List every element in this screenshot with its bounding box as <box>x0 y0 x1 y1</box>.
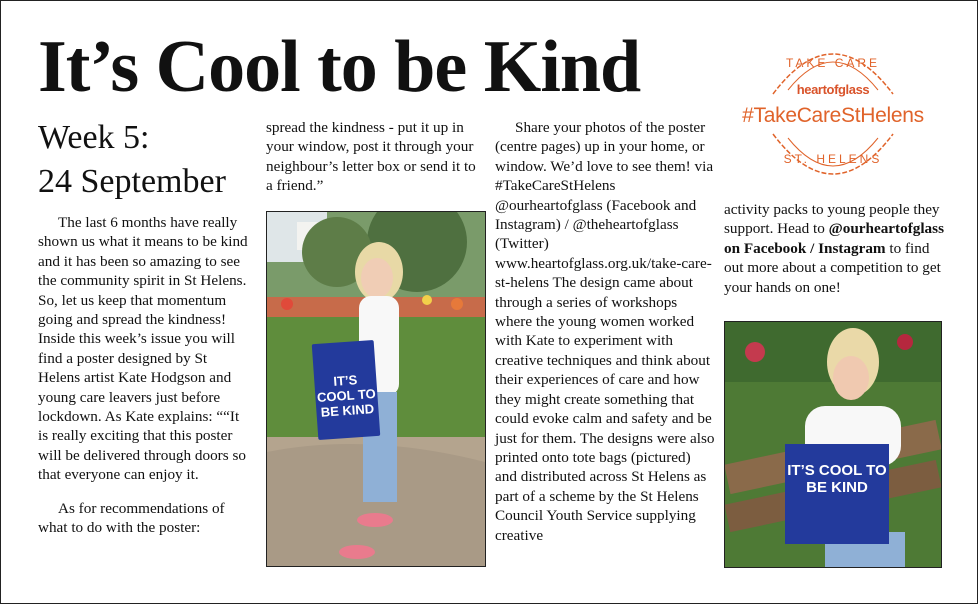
col4-paragraph-1 <box>724 200 944 297</box>
col4-text-after: to find out more about a competition to get your hands on one! <box>724 239 941 296</box>
logo-brand: heartofglass <box>796 82 870 97</box>
col4-text-before: activity packs to young people they support. Head to <box>724 201 940 238</box>
week-heading <box>38 116 226 204</box>
column-2 <box>266 118 480 196</box>
col3-paragraph-1: Share your photos of the poster (centre pages) up in your home, or window. We’d love to see them! via #TakeCareStHelens @ourheartofglass (Facebook and Instagram) / @theheartofglass (Twitter) www.heartofglass.org.uk/take-care-st-helens The design came about through a series of workshops where the young women worked with Kate to experiment with creative techniques and think about their experiences of care and how they might create something that could evoke calm and safety and be just for them. The designs were also printed onto tote bags (pictured) and distributed across St Helens as part of a scheme by the St Helens Council Youth Service supplying creative <box>495 119 715 544</box>
tote-bag: IT’S COOL TO BE KIND <box>312 340 381 440</box>
column-3 <box>495 118 715 545</box>
column-4 <box>724 200 944 297</box>
col1-paragraph-1: The last 6 months have really shown us what it means to be kind and it has been so amazing to see the community spirit in St Helens. So, let us keep that momentum going and spread the kindness! Inside this week’s issue you will find a poster designed by St Helens artist Kate Hodgson and young care leavers just before lockdown. As Kate explains: ““It is really exciting that this poster will be delivered through doors so that everyone can enjoy it. <box>38 214 248 484</box>
col1-paragraph-2: As for recommendations of what to do with the poster: <box>38 499 225 537</box>
week-number: Week 5: <box>38 119 150 156</box>
col2-paragraph-1: spread the kindness - put it up in your window, post it through your neighbour’s letter box or send it to a friend.” <box>266 119 476 195</box>
week-date: 24 September <box>38 163 226 200</box>
page-title: It’s Cool to be Kind <box>38 26 641 108</box>
tote-bag-2: IT’S COOL TO BE KIND <box>785 444 889 544</box>
logo-top-arc: TAKE CARE <box>785 56 881 70</box>
column-1 <box>38 213 252 538</box>
take-care-logo <box>718 34 948 194</box>
logo-hashtag: #TakeCareStHelens <box>742 104 924 127</box>
col4-social-handle: @ourheartofglass on Facebook / Instagram <box>724 220 944 257</box>
photo-woman-bench <box>724 321 942 568</box>
logo-bottom-arc: ST. HELENS <box>783 152 883 166</box>
photo-woman-standing <box>266 211 486 567</box>
